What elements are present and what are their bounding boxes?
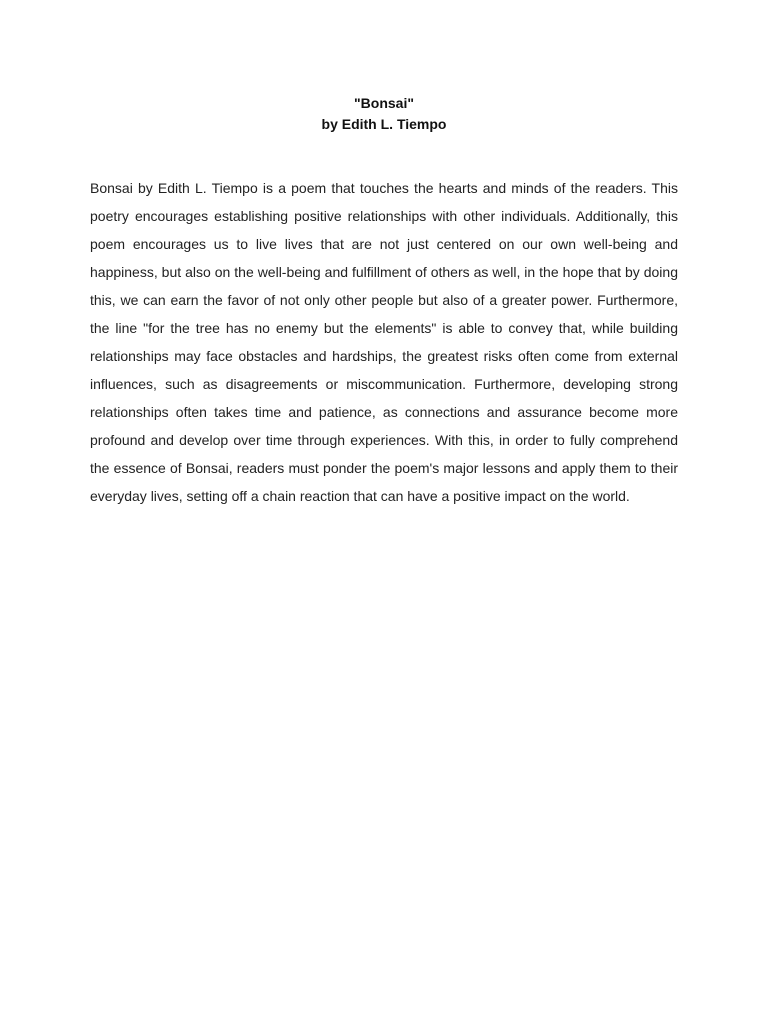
document-byline: by Edith L. Tiempo [321, 116, 447, 132]
document-title: "Bonsai" [354, 95, 414, 111]
body-paragraph: Bonsai by Edith L. Tiempo is a poem that touches the hearts and minds of the readers. This poetry encourages establishing positive relationships with other individuals. Additionally, this poem encourages us to live lives that are not just centered on our own well-being and happiness, but also on the well-being and fulfillment of others as well, in the hope that by doing this, we can earn the favor of not only other people but also of a greater power. Furthermore, the line "for the tree has no enemy but the elements" is able to convey that, while building relationships may face obstacles and hardships, the greatest risks often come from external influences, such as disagreements or miscommunication. Furthermore, developing strong relationships often takes time and patience, as connections and assurance become more profound and develop over time through experiences. With this, in order to fully comprehend the essence of Bonsai, readers must ponder the poem's major lessons and apply them to their everyday lives, setting off a chain reaction that can have a positive impact on the world. [90, 180, 678, 504]
document-heading [90, 93, 678, 135]
